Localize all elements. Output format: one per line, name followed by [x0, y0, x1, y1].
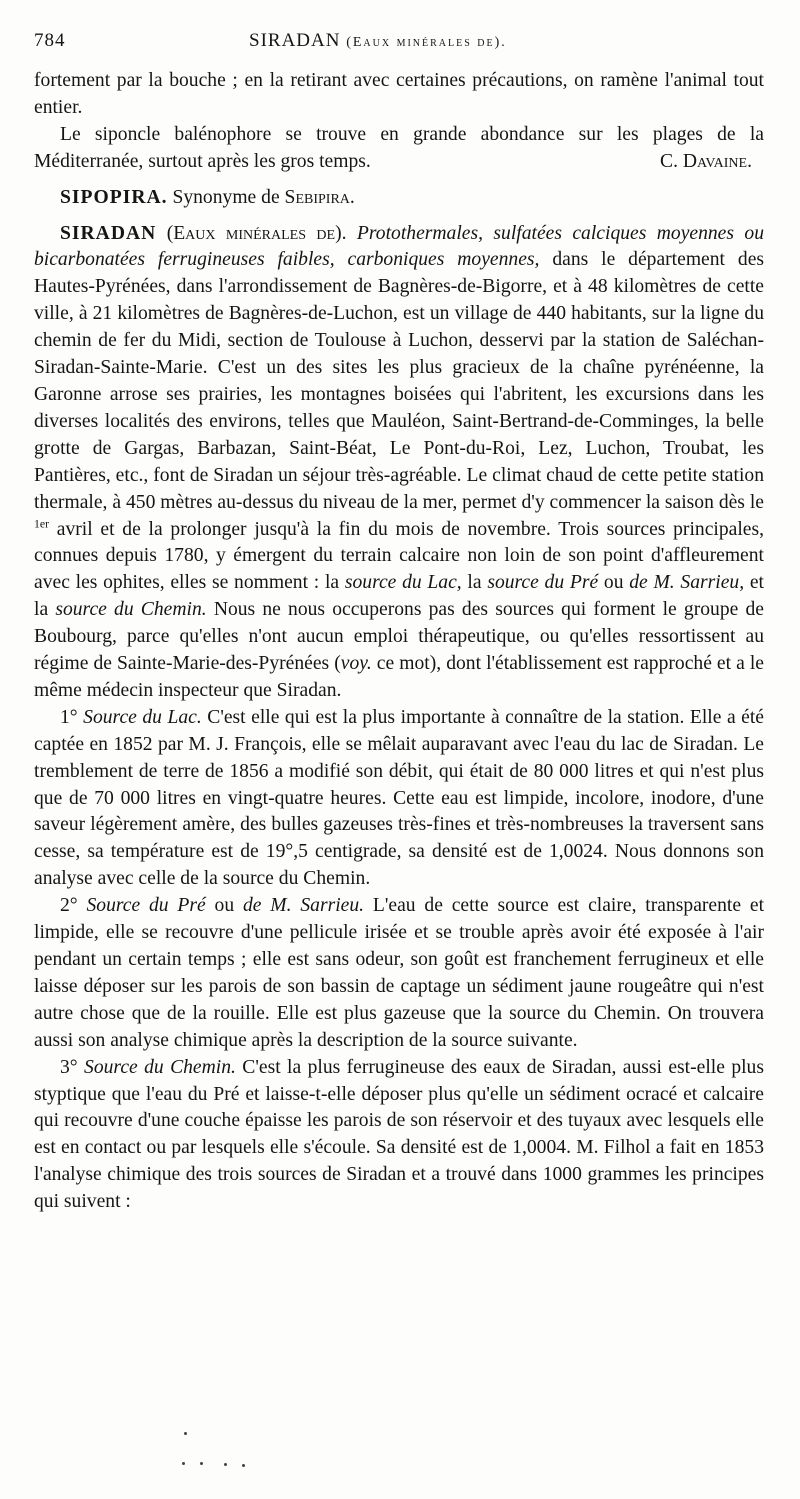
- source-name-lac: source du Lac,: [344, 572, 462, 594]
- source-2-number: 2°: [60, 895, 78, 917]
- running-title-paren: (Eaux minérales de).: [346, 35, 507, 50]
- source-name-sarrieu: de M. Sarrieu,: [629, 572, 745, 594]
- source-2-name-b: de M. Sarrieu.: [242, 895, 365, 917]
- entry-term-siradan: SIRADAN: [60, 222, 157, 244]
- siradan-mid2: ou: [598, 572, 630, 594]
- siradan-classification: Protothermales, sulfatées calciques moyennes ou bicarbonatées ferrugineuses faibles, carboniques moyennes,: [34, 222, 764, 271]
- siradan-mid1: la: [461, 572, 488, 594]
- source-1-text: C'est elle qui est la plus importante à connaître de la station. Elle a été captée en 1852 par M. J. François, elle se mêlait auparavant avec l'eau du lac de Siradan. Le tremblement de terre de 1856 a modifié son débit, qui était de 80 000 litres et qui n'est plus que de 70 000 litres en vingt-quatre heures. Cette eau est limpide, incolore, inodore, d'une saveur légèrement amère, des bulles gazeuses très-fines et très-nombreuses la traversent sans cesse, sa température est de 19°,5 centigrade, sa densité est de 1,0024. Nous donnons son analyse avec celle de la source du Chemin.: [34, 706, 764, 890]
- siradan-p1-end: Nous ne nous occuperons pas des sources qui forment le groupe de Boubourg, parce qu'elles n'ont aucun emploi thérapeutique, ou qu'elles ressortissent au régime de Sainte-Marie-des-Pyrénées (: [34, 599, 764, 675]
- article-body: [34, 68, 764, 1216]
- entry-sipopira-text: Synonyme de: [172, 186, 285, 208]
- author-signature: C. Davaine.: [660, 150, 752, 172]
- source-3-text: C'est la plus ferrugineuse des eaux de Siradan, aussi est-elle plus styptique que l'eau du Pré et laisse-t-elle déposer plus qu'elle un sédiment ocracé et calcaire qui recouvre d'une couche épaisse les parois de son réservoir et des tuyaux avec lesquels elle est en contact ou par lesquels elle s'écoule. Sa densité est de 1,0004. M. Filhol a fait en 1853 l'analyse chimique des trois sources de Siradan et a trouvé dans 1000 grammes les principes qui suivent :: [34, 1056, 764, 1213]
- source-3-paragraph: [34, 1055, 764, 1216]
- running-title: [249, 30, 507, 52]
- source-1-number: 1°: [60, 706, 78, 728]
- date-superscript: 1er: [34, 516, 50, 530]
- source-name-pre: source du Pré: [487, 572, 599, 594]
- source-1-paragraph: [34, 705, 764, 893]
- source-name-chemin: source du Chemin.: [55, 599, 207, 621]
- entry-term-sipopira: SIPOPIRA.: [60, 186, 168, 208]
- siradan-p1-cont: avril et de la prolonger jusqu'à la fin du mois de novembre. Trois sources principales, connues depuis 1780, y émergent du terrain calcaire non loin de son point d'affleurement avec les ophites, elles se nomment : la: [34, 518, 764, 594]
- source-1-name: Source du Lac.: [83, 706, 202, 728]
- page-number: 784: [34, 30, 66, 51]
- siradan-mid3: et la: [34, 572, 764, 621]
- print-specks: [180, 1432, 270, 1472]
- running-title-main: SIRADAN: [249, 30, 341, 51]
- entry-siradan: [34, 221, 764, 705]
- entry-term-siradan-paren: (Eaux minérales de).: [166, 222, 347, 244]
- siradan-p1-tail: ce mot), dont l'établissement est rapproché et a le même médecin inspecteur que Siradan.: [34, 653, 764, 701]
- source-3-number: 3°: [60, 1056, 78, 1078]
- siradan-p1: dans le département des Hautes-Pyrénées, dans l'arrondissement de Bagnères-de-Bigorre, et à 48 kilomètres de cette ville, à 21 kilomètres de Bagnères-de-Luchon, est un village de 440 habitants, sur la ligne du chemin de fer du Midi, section de Toulouse à Luchon, desservi par la station de Saléchan-Siradan-Sainte-Marie. C'est un des sites les plus gracieux de la chaîne pyrénéenne, la Garonne arrose ses prairies, les montagnes boisées qui l'abritent, les excursions dans les diverses localités des environs, telles que Mauléon, Saint-Bertrand-de-Comminges, la belle grotte de Gargas, Barbazan, Saint-Béat, Le Pont-du-Roi, Lez, Luchon, Troubat, les Pantières, etc., font de Siradan un séjour très-agréable. Le climat chaud de cette petite station thermale, à 450 mètres au-dessus du niveau de la mer, permet d'y commencer la saison dès le: [34, 249, 765, 513]
- intro-paragraph-1: fortement par la bouche ; en la retirant avec certaines précautions, on ramène l'animal tout entier.: [34, 70, 764, 118]
- source-3-name: Source du Chemin.: [84, 1056, 236, 1078]
- source-2-paragraph: [34, 893, 764, 1054]
- entry-sipopira: [34, 185, 764, 212]
- source-2-text: L'eau de cette source est claire, transparente et limpide, elle se recouvre d'une pellicule irisée et se trouble après avoir été exposée à l'air pendant un certain temps ; elle est sans odeur, son goût est franchement ferrugineux et elle laisse déposer sur les parois de son bassin de captage un sédiment jaune rougeâtre qui n'est autre chose que de la rouille. Elle est plus gazeuse que la source du Chemin. On trouvera aussi son analyse chimique après la description de la source suivante.: [34, 895, 765, 1051]
- running-header: [34, 30, 764, 62]
- entry-sipopira-ref: Sebipira.: [284, 186, 355, 208]
- intro-paragraph-2: [34, 122, 764, 176]
- source-2-name: Source du Pré: [86, 895, 206, 917]
- voy-abbrev: voy.: [340, 653, 372, 675]
- source-2-name-mid: ou: [205, 895, 243, 917]
- intro-paragraph-2-text: Le siponcle balénophore se trouve en grande abondance sur les plages de la Méditerranée, surtout après les gros temps.: [34, 123, 764, 172]
